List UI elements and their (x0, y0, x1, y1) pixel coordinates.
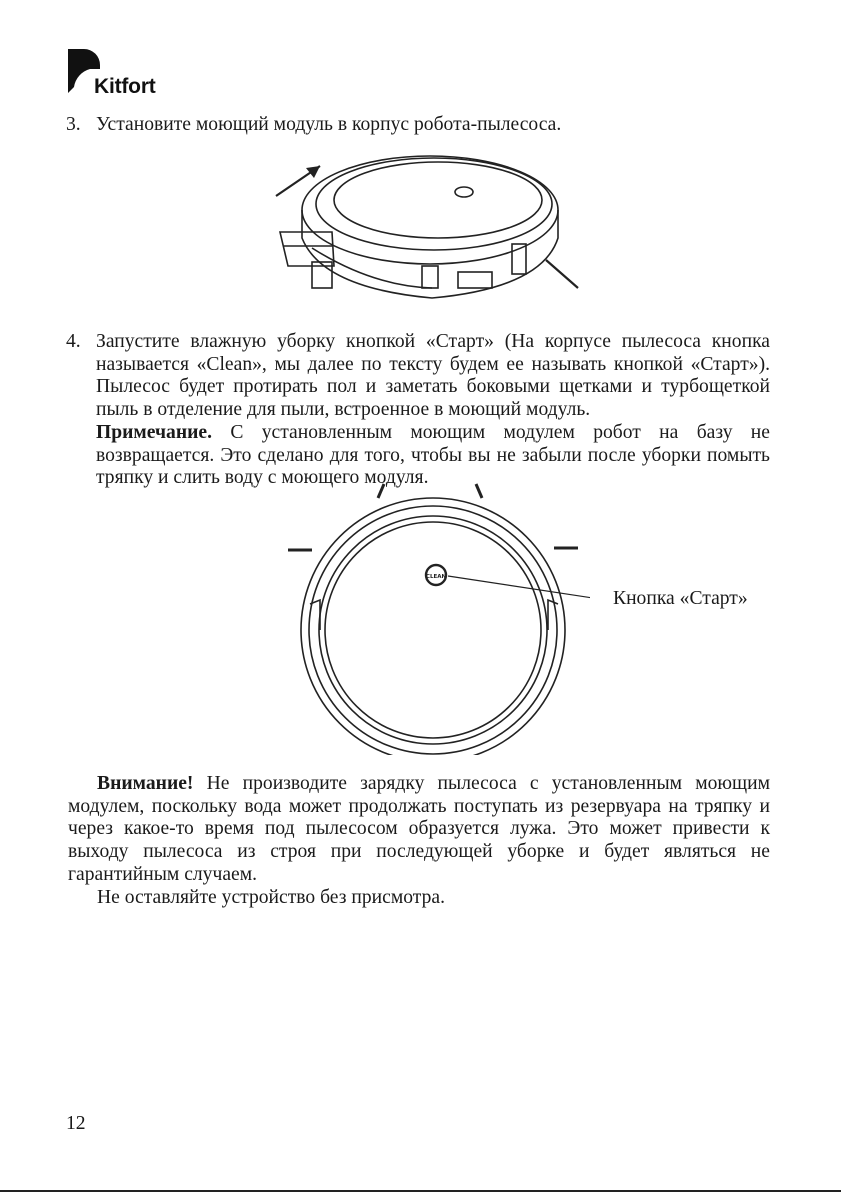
robot-top-view-illustration (280, 480, 590, 755)
step-3 (66, 114, 776, 137)
note-text: С установленным моющим модулем робот на базу не возвращается. Это сделано для того, чтобы вы не забыли после уборки помыть тряпку и слить воду с моющего модуля. (96, 421, 770, 489)
page-number: 12 (66, 1113, 86, 1134)
clean-button-label: CLEAN (425, 574, 447, 580)
step-number: 3. (66, 114, 81, 135)
step-text: Установите моющий модуль в корпус робота-пылесоса. (96, 114, 562, 135)
step-number: 4. (66, 331, 81, 352)
step-4-body (66, 331, 770, 490)
start-button-callout: Кнопка «Старт» (613, 588, 748, 609)
brand-name: Kitfort (94, 75, 156, 98)
final-note: Не оставляйте устройство без присмотра. (97, 886, 445, 908)
step-4 (66, 331, 770, 490)
warning-block (68, 773, 770, 909)
warning-text: Не производите зарядку пылесоса с установленным моющим модулем, поскольку вода может продолжать поступать из резервуара на тряпку и через какое-то время под пылесосом образуется лужа. Это может привести к выходу пылесоса из строя при последующей уборке и будет являться не гарантийным случаем. (68, 773, 770, 885)
step-text: Запустите влажную уборку кнопкой «Старт» (На корпусе пылесоса кнопка называется «Clean», мы далее по тексту будем ее называть кнопкой «Старт»). Пылесос будет протирать пол и заметать боковыми щетками и турбощеткой пыль в отделение для пыли, встроенное в моющий модуль. (96, 331, 770, 421)
brand-logo (66, 47, 166, 103)
page-border (0, 1190, 841, 1192)
warning-label: Внимание! (97, 773, 194, 794)
note-label: Примечание. (96, 421, 213, 443)
warning-paragraph (68, 773, 770, 887)
module-insertion-illustration (262, 148, 582, 308)
